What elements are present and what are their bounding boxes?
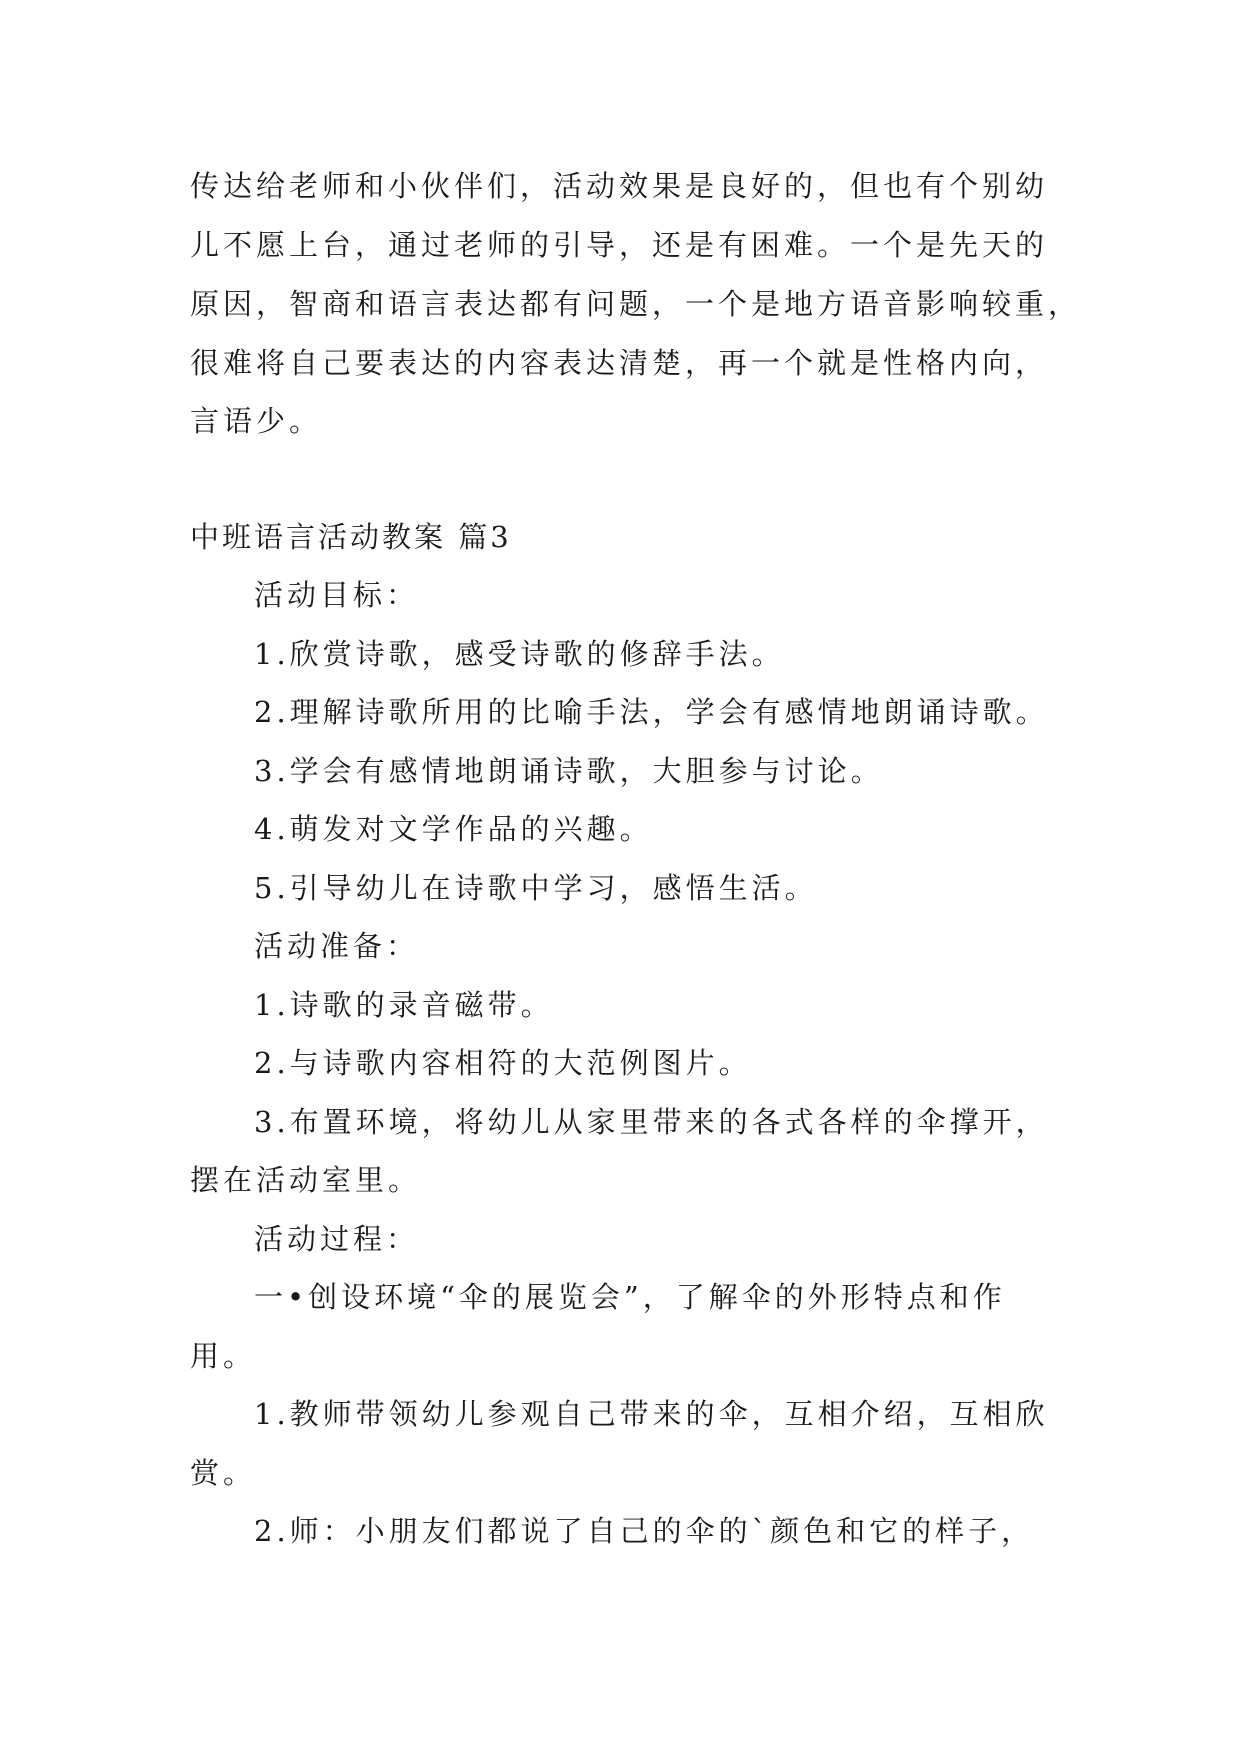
process-step-continued: 赏。 xyxy=(190,1456,257,1490)
prep-item: 1.诗歌的录音磁带。 xyxy=(254,988,554,1022)
prep-item-continued: 摆在活动室里。 xyxy=(190,1163,422,1197)
process-step: 2.师：小朋友们都说了自己的伞的`颜色和它的样子， xyxy=(254,1514,1035,1548)
process-label: 活动过程： xyxy=(254,1222,420,1256)
paragraph-line: 很难将自己要表达的内容表达清楚，再一个就是性格内向， xyxy=(190,346,1049,380)
paragraph-line: 传达给老师和小伙伴们，活动效果是良好的，但也有个别幼 xyxy=(190,169,1049,203)
paragraph-line: 言语少。 xyxy=(190,404,323,438)
prep-item: 2.与诗歌内容相符的大范例图片。 xyxy=(254,1046,752,1080)
process-step-continued: 用。 xyxy=(190,1339,257,1373)
process-step: 1.教师带领幼儿参观自己带来的伞，互相介绍，互相欣 xyxy=(254,1397,1049,1431)
process-step: 一•创设环境“伞的展览会”，了解伞的外形特点和作 xyxy=(254,1280,1006,1314)
paragraph-line: 儿不愿上台，通过老师的引导，还是有困难。一个是先天的 xyxy=(190,228,1049,262)
goals-label: 活动目标： xyxy=(254,578,420,612)
prep-label: 活动准备： xyxy=(254,929,420,963)
goal-item: 1.欣赏诗歌，感受诗歌的修辞手法。 xyxy=(254,637,785,671)
goal-item: 3.学会有感情地朗诵诗歌，大胆参与讨论。 xyxy=(254,754,884,788)
paragraph-line: 原因，智商和语言表达都有问题，一个是地方语音影响较重， xyxy=(190,287,1082,321)
goal-item: 4.萌发对文学作品的兴趣。 xyxy=(254,812,653,846)
goal-item: 5.引导幼儿在诗歌中学习，感悟生活。 xyxy=(254,871,818,905)
section-heading: 中班语言活动教案 篇3 xyxy=(190,520,512,554)
goal-item: 2.理解诗歌所用的比喻手法，学会有感情地朗诵诗歌。 xyxy=(254,695,1049,729)
prep-item: 3.布置环境，将幼儿从家里带来的各式各样的伞撑开， xyxy=(254,1105,1049,1139)
